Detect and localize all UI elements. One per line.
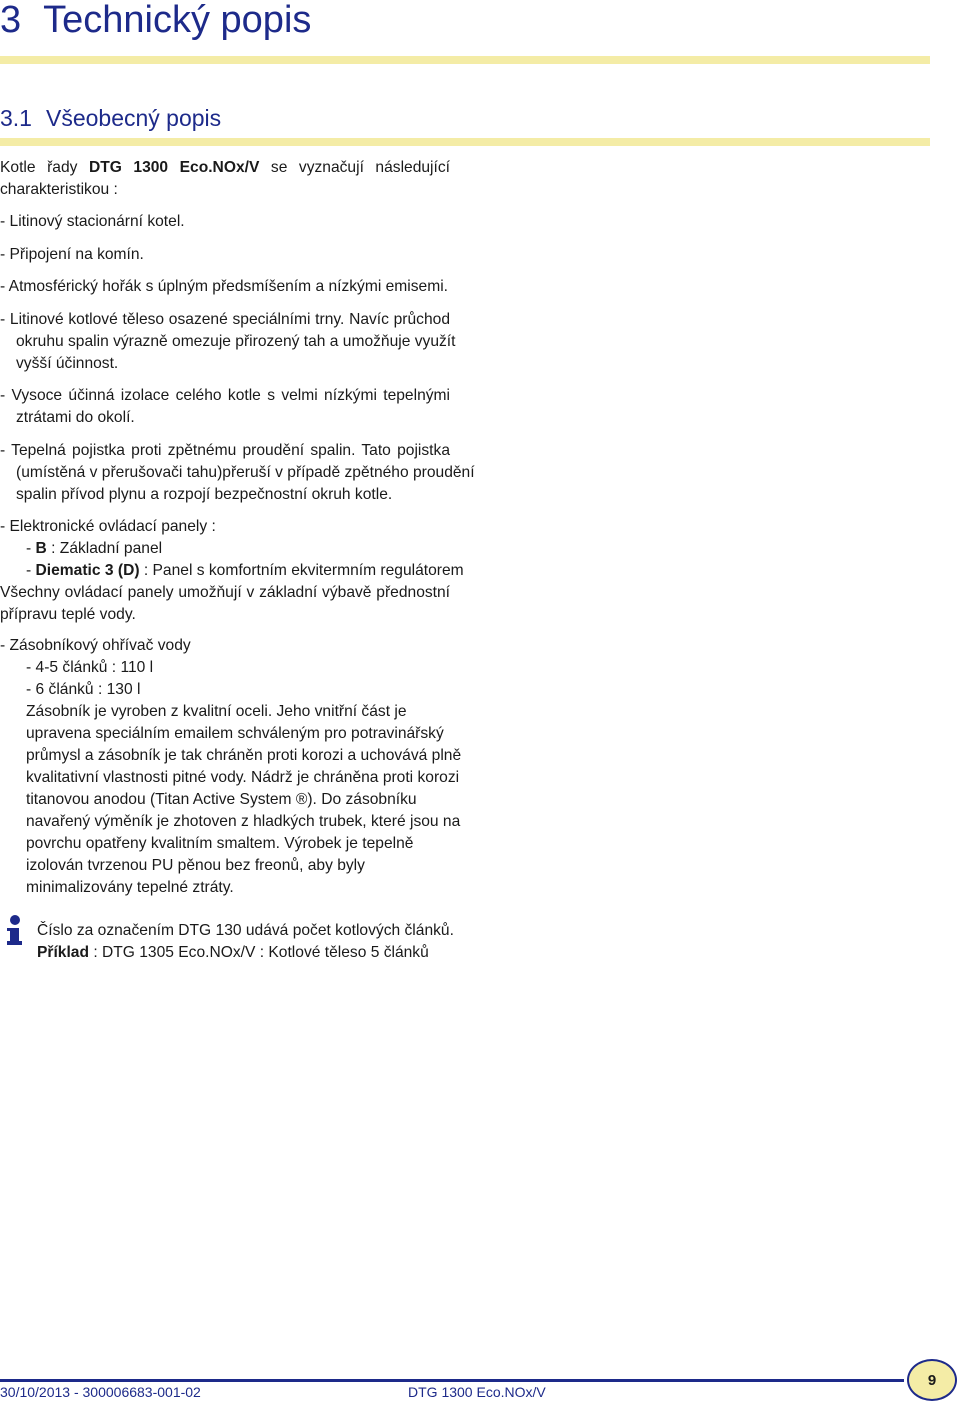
footer-rule bbox=[0, 1379, 904, 1382]
panels-title: - Elektronické ovládací panely : bbox=[0, 518, 216, 535]
chapter-number: 3 bbox=[0, 0, 22, 41]
panel-d: - Diematic 3 (D) : Panel s komfortním ekvitermním regulátorem bbox=[26, 562, 464, 579]
footer-doc-ref: 30/10/2013 - 300006683-001-02 bbox=[0, 1384, 201, 1400]
panels-note-line-2: přípravu teplé vody. bbox=[0, 606, 136, 623]
feature-item-4-line-3: vyšší účinnost. bbox=[16, 355, 119, 372]
example-label: Příklad bbox=[37, 944, 90, 961]
info-line-1: Číslo za označením DTG 130 udává počet kotlových článků. bbox=[37, 922, 454, 939]
model-name: DTG 1300 Eco.NOx/V bbox=[88, 159, 260, 176]
feature-item-4-line-1: - Litinové kotlové těleso osazené speciálními trny. Navíc průchod bbox=[0, 311, 450, 328]
feature-item-5-line-1: - Vysoce účinná izolace celého kotle s velmi nízkými tepelnými bbox=[0, 387, 450, 404]
feature-item-6-line-2: (umístěná v přerušovači tahu)přeruší v případě zpětného proudění bbox=[16, 464, 475, 481]
tank-desc-line-1: Zásobník je vyroben z kvalitní oceli. Jeho vnitřní část je bbox=[26, 703, 407, 720]
page-number-badge bbox=[907, 1359, 957, 1401]
page-number: 9 bbox=[927, 1371, 937, 1389]
tank-desc-line-9: minimalizovány tepelné ztráty. bbox=[26, 879, 234, 896]
intro-line-2: charakteristikou : bbox=[0, 181, 118, 198]
section-heading bbox=[0, 102, 221, 134]
tank-desc-line-2: upravena speciálním emailem schváleným pro potravinářský bbox=[26, 725, 444, 742]
section-number: 3.1 bbox=[0, 105, 32, 131]
footer-product: DTG 1300 Eco.NOx/V bbox=[408, 1384, 546, 1400]
tank-option-2: - 6 článků : 130 l bbox=[26, 681, 141, 698]
tank-desc-line-5: titanovou anodou (Titan Active System ®). Do zásobníku bbox=[26, 791, 417, 808]
info-icon bbox=[6, 915, 22, 947]
panel-b: - B : Základní panel bbox=[26, 540, 163, 557]
tank-desc-line-7: povrchu opatřeny kvalitním smaltem. Výrobek je tepelně bbox=[26, 835, 414, 852]
tank-desc-line-6: navařený výměník je zhotoven z hladkých trubek, které jsou na bbox=[26, 813, 461, 830]
panel-d-code: Diematic 3 (D) bbox=[35, 562, 140, 579]
tank-desc-line-4: kvalitativní vlastnosti pitné vody. Nádrž je chráněna proti korozi bbox=[26, 769, 460, 786]
intro-line-1: Kotle řady DTG 1300 Eco.NOx/V se vyznačují následující bbox=[0, 159, 450, 176]
feature-item-1: - Litinový stacionární kotel. bbox=[0, 213, 185, 230]
tank-title: - Zásobníkový ohřívač vody bbox=[0, 637, 191, 654]
feature-item-5-line-2: ztrátami do okolí. bbox=[16, 409, 135, 426]
chapter-heading bbox=[0, 0, 311, 44]
heading-rule bbox=[0, 56, 930, 64]
feature-item-4-line-2: okruhu spalin výrazně omezuje přirozený tah a umožňuje využít bbox=[16, 333, 456, 350]
tank-option-1: - 4-5 článků : 110 l bbox=[26, 659, 154, 676]
chapter-title: Technický popis bbox=[43, 0, 312, 41]
tank-desc-line-8: izolován tvrzenou PU pěnou bez freonů, aby byly bbox=[26, 857, 365, 874]
section-rule bbox=[0, 138, 930, 146]
feature-item-6-line-3: spalin přívod plynu a rozpojí bezpečnostní okruh kotle. bbox=[16, 486, 393, 503]
section-title: Všeobecný popis bbox=[45, 105, 222, 131]
panel-b-code: B bbox=[35, 540, 47, 557]
feature-item-2: - Připojení na komín. bbox=[0, 246, 144, 263]
tank-desc-line-3: průmysl a zásobník je tak chráněn proti korozi a uchovává plně bbox=[26, 747, 462, 764]
info-line-2: Příklad : DTG 1305 Eco.NOx/V : Kotlové těleso 5 článků bbox=[37, 944, 429, 961]
feature-item-3: - Atmosférický hořák s úplným předsmíšením a nízkými emisemi. bbox=[0, 278, 449, 295]
panels-note-line-1: Všechny ovládací panely umožňují v základní výbavě přednostní bbox=[0, 584, 450, 601]
feature-item-6-line-1: - Tepelná pojistka proti zpětnému proudění spalin. Tato pojistka bbox=[0, 442, 450, 459]
